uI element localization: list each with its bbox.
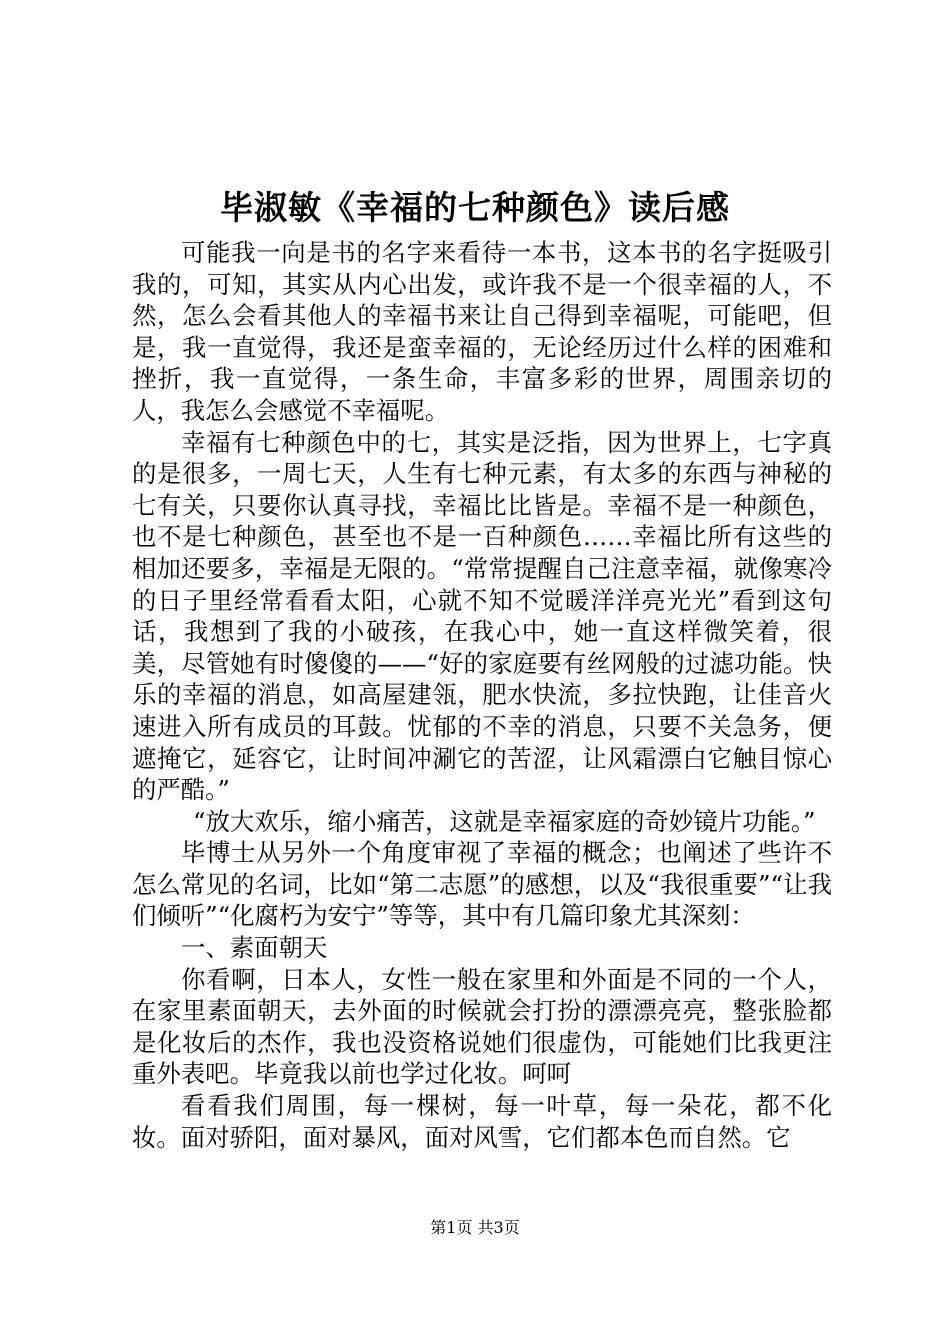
paragraph: 幸福有七种颜色中的七，其实是泛指，因为世界上，七字真的是很多，一周七天，人生有七种元素，有太多的东西与神秘的七有关，只要你认真寻找，幸福比比皆是。幸福不是一种颜色，也不是七种颜色，甚至也不是一百种颜色……幸福比所有这些的相加还要多，幸福是无限的。“常常提醒自己注意幸福，就像寒冷的日子里经常看看太阳，心就不知不觉暖洋洋亮光光”看到这句话，我想到了我的小破孩，在我心中，她一直这样微笑着，很美，尽管她有时傻傻的——“好的家庭要有丝网般的过滤功能。快乐的幸福的消息，如高屋建瓴，肥水快流，多拉快跑，让佳音火速进入所有成员的耳鼓。忧郁的不幸的消息，只要不关急务，便遮掩它，延容它，让时间冲涮它的苦涩，让风霜漂白它触目惊心的严酷。”: [132, 427, 832, 805]
document-body: [132, 237, 832, 1153]
paragraph-quote: “放大欢乐，缩小痛苦，这就是幸福家庭的奇妙镜片功能。”: [193, 806, 816, 836]
paragraph: 毕博士从另外一个角度审视了幸福的概念；也阐述了些许不怎么常见的名词，比如“第二志愿”的感想，以及“我很重要”“让我们倾听”“化腐朽为安宁”等等，其中有几篇印象尤其深刻：: [132, 838, 832, 931]
paragraph: 可能我一向是书的名字来看待一本书，这本书的名字挺吸引我的，可知，其实从内心出发，或许我不是一个很幸福的人，不然，怎么会看其他人的幸福书来让自己得到幸福呢，可能吧，但是，我一直觉得，我还是蛮幸福的，无论经历过什么样的困难和挫折，我一直觉得，一条生命，丰富多彩的世界，周围亲切的人，我怎么会感觉不幸福呢。: [132, 238, 832, 425]
paragraph: 看看我们周围，每一棵树，每一叶草，每一朵花，都不化妆。面对骄阳，面对暴风，面对风雪，它们都本色而自然。它: [132, 1091, 832, 1152]
paragraph: 你看啊，日本人，女性一般在家里和外面是不同的一个人，在家里素面朝天，去外面的时候就会打扮的漂漂亮亮，整张脸都是化妆后的杰作，我也没资格说她们很虚伪，可能她们比我更注重外表吧。毕竟我以前也学过化妆。呵呵: [132, 964, 832, 1089]
section-heading: 一、素面朝天: [181, 933, 328, 963]
page-footer: 第1页 共3页: [430, 1218, 520, 1237]
document-title: 毕淑敏《幸福的七种颜色》读后感: [220, 188, 730, 227]
